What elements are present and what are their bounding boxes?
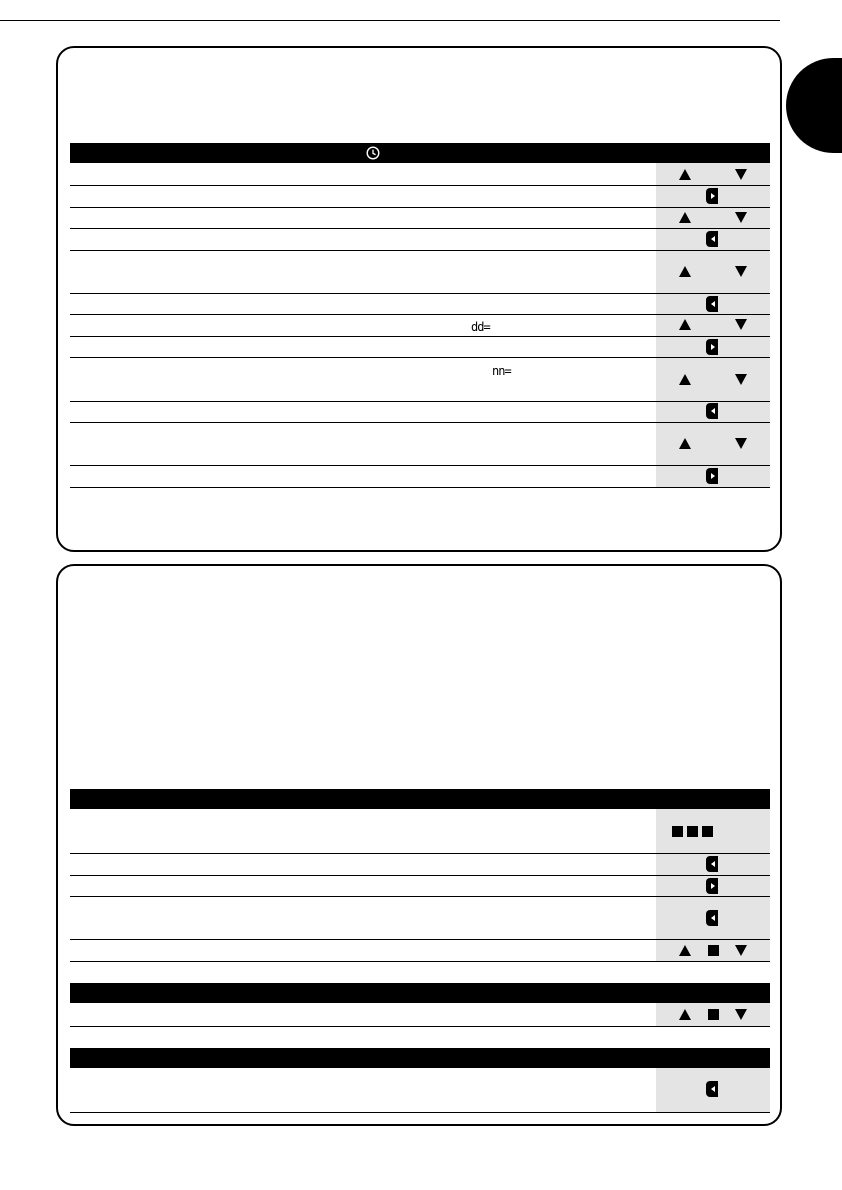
knob-right-icon: [706, 468, 718, 484]
table-header-bar: [70, 1048, 770, 1068]
stop-square-icon: [687, 826, 698, 837]
row-divider: [70, 336, 770, 337]
knob-right-icon: [706, 878, 718, 894]
keys-column: [656, 163, 770, 487]
row-divider: [70, 228, 770, 229]
lcd-day-indicator: dd=: [471, 320, 490, 334]
down-arrow-icon: [735, 169, 747, 180]
row-divider: [70, 207, 770, 208]
row-divider: [70, 185, 770, 186]
row-divider: [70, 401, 770, 402]
row-divider: [70, 939, 770, 940]
up-arrow-icon: [679, 438, 691, 449]
row-divider: [70, 896, 770, 897]
knob-left-icon: [706, 296, 718, 312]
row-divider: [70, 465, 770, 466]
up-arrow-icon: [679, 1009, 691, 1020]
table-header-bar: [70, 143, 770, 163]
knob-left-icon: [706, 231, 718, 247]
stop-square-icon: [708, 945, 719, 956]
row-divider: [70, 1026, 770, 1027]
knob-left-icon: [706, 403, 718, 419]
lcd-minute-indicator: nn=: [492, 364, 511, 378]
up-arrow-icon: [679, 319, 691, 330]
row-divider: [70, 487, 770, 488]
stop-square-icon: [708, 1009, 719, 1020]
down-arrow-icon: [735, 374, 747, 385]
up-arrow-icon: [679, 266, 691, 277]
up-arrow-icon: [679, 374, 691, 385]
knob-right-icon: [706, 339, 718, 355]
row-divider: [70, 314, 770, 315]
stop-square-icon: [672, 826, 683, 837]
knob-left-icon: [706, 910, 718, 926]
knob-left-icon: [706, 1081, 718, 1097]
knob-right-icon: [706, 188, 718, 204]
up-arrow-icon: [679, 945, 691, 956]
row-divider: [70, 961, 770, 962]
row-divider: [70, 293, 770, 294]
row-divider: [70, 875, 770, 876]
row-divider: [70, 357, 770, 358]
table-header-bar: [70, 983, 770, 1003]
row-divider: [70, 853, 770, 854]
down-arrow-icon: [735, 945, 747, 956]
down-arrow-icon: [735, 438, 747, 449]
down-arrow-icon: [735, 266, 747, 277]
down-arrow-icon: [735, 1009, 747, 1020]
top-rule: [0, 20, 780, 21]
table-header-bar: [70, 789, 770, 809]
up-arrow-icon: [679, 212, 691, 223]
down-arrow-icon: [735, 319, 747, 330]
knob-left-icon: [706, 856, 718, 872]
clock-icon: [366, 146, 380, 160]
section-tab: [786, 58, 842, 153]
row-divider: [70, 1112, 770, 1113]
up-arrow-icon: [679, 169, 691, 180]
row-divider: [70, 250, 770, 251]
row-divider: [70, 422, 770, 423]
stop-square-icon: [702, 826, 713, 837]
down-arrow-icon: [735, 212, 747, 223]
